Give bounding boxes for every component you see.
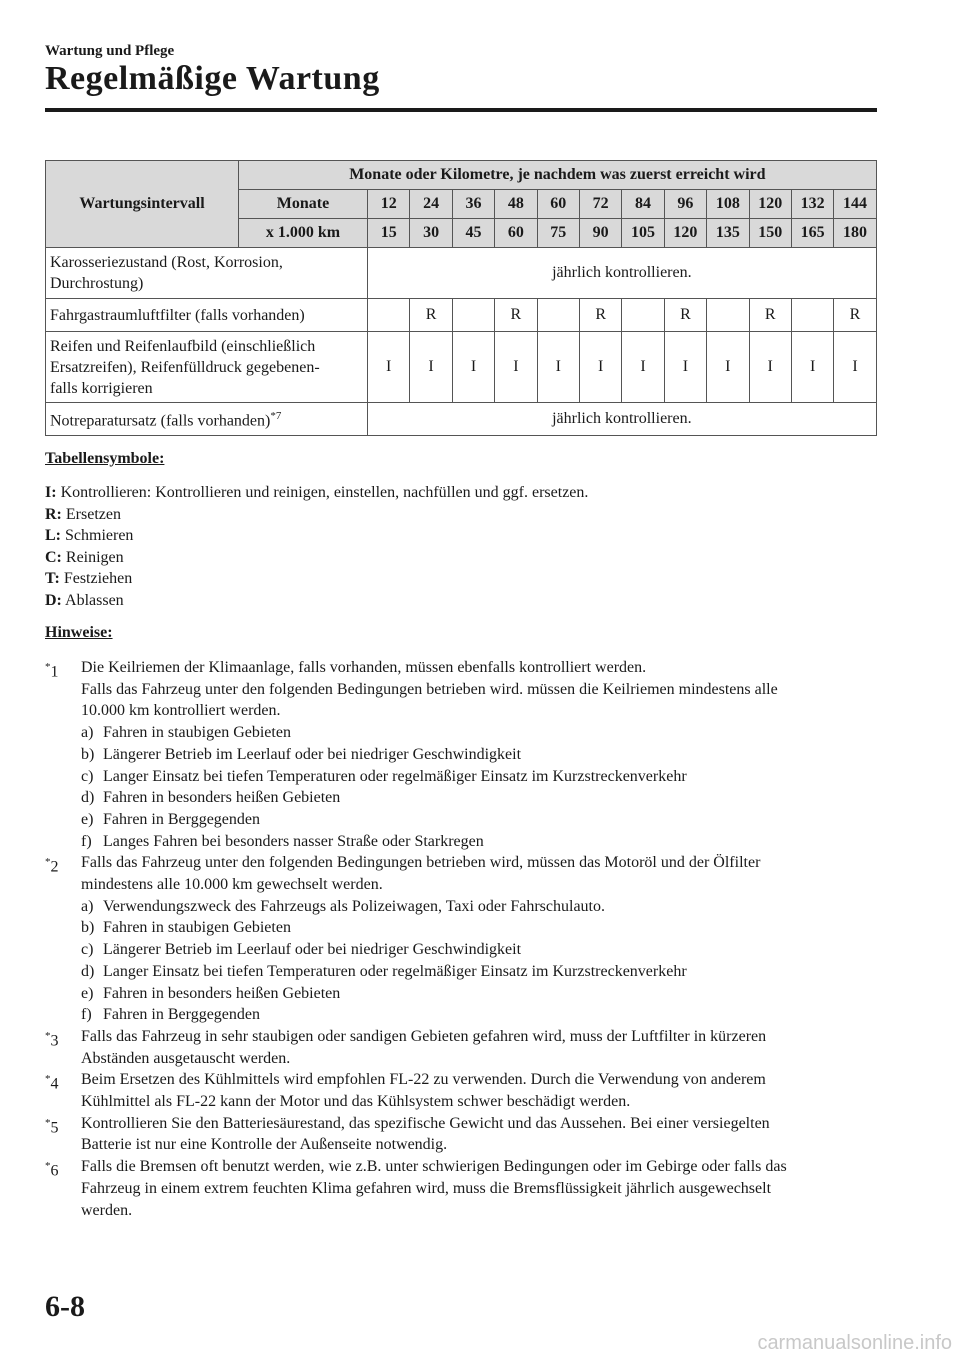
- symbol-item: L: Schmieren: [45, 527, 134, 545]
- note-item: [45, 657, 875, 852]
- km-cell: 180: [834, 219, 876, 248]
- note-num: 1: [50, 663, 59, 681]
- note-number: [45, 1113, 59, 1139]
- km-cell: 150: [749, 219, 791, 248]
- month-cell: 132: [791, 190, 833, 219]
- note-line: Falls das Fahrzeug in sehr staubigen oder sandigen Gebieten gefahren wird, muss der Luftfilter in kürzeren: [81, 1027, 767, 1045]
- note-mark: *: [45, 1160, 51, 1173]
- note-number: [45, 1156, 59, 1182]
- row-label-tires: Reifen und Reifenlaufbild (einschließlich Ersatzreifen), Reifenfülldruck gegebenen- falls korrigieren: [46, 332, 368, 403]
- page-title: Regelmäßige Wartung: [45, 60, 380, 97]
- sub-text: Langer Einsatz bei tiefen Temperaturen oder regelmäßiger Einsatz im Kurzstreckenverkehr: [103, 767, 687, 785]
- interval-cell: I: [664, 332, 706, 403]
- note-item: [45, 852, 875, 1026]
- month-cell: 96: [664, 190, 706, 219]
- note-mark: *: [45, 856, 51, 869]
- note-sub-item: [81, 744, 875, 766]
- interval-cell: R: [495, 299, 537, 332]
- note-line: Batterie ist nur eine Kontrolle der Außenseite notwendig.: [81, 1136, 448, 1154]
- note-line: Falls das Fahrzeug unter den folgenden Bedingungen betrieben wird. müssen die Keilriemen mindestens alle: [81, 680, 778, 698]
- sub-letter: e): [81, 984, 94, 1002]
- symbol-item: C: Reinigen: [45, 548, 124, 566]
- month-cell: 36: [452, 190, 494, 219]
- interval-cell: I: [834, 332, 876, 403]
- interval-cell: [622, 299, 664, 332]
- note-line: Abständen ausgetauscht werden.: [81, 1049, 291, 1067]
- sub-text: Fahren in Berggegenden: [103, 1006, 260, 1024]
- note-sub-item: [81, 722, 875, 744]
- section-label: Wartung und Pflege: [45, 43, 175, 59]
- interval-cell: R: [579, 299, 621, 332]
- note-sub-item: [81, 787, 875, 809]
- km-cell: 135: [707, 219, 749, 248]
- note-mark: *: [45, 1029, 51, 1042]
- note-line: Beim Ersetzen des Kühlmittels wird empfohlen FL-22 zu verwenden. Durch die Verwendung von anderem: [81, 1071, 766, 1089]
- month-cell: 72: [579, 190, 621, 219]
- note-line: Falls das Fahrzeug unter den folgenden Bedingungen betrieben wird, müssen das Motoröl und der Ölfilter: [81, 854, 761, 872]
- note-item: [45, 1069, 875, 1112]
- sub-letter: d): [81, 789, 95, 807]
- note-item: [45, 1026, 875, 1069]
- note-mark: *: [45, 1073, 51, 1086]
- note-line: Falls die Bremsen oft benutzt werden, wie z.B. unter schwierigen Bedingungen oder im Gebirge oder falls das: [81, 1158, 787, 1176]
- note-sub-item: [81, 961, 875, 983]
- sub-text: Längerer Betrieb im Leerlauf oder bei niedriger Geschwindigkeit: [103, 745, 522, 763]
- month-cell: 120: [749, 190, 791, 219]
- note-sub-item: [81, 917, 875, 939]
- note-mark: *: [45, 1116, 51, 1129]
- maintenance-table: [45, 160, 877, 436]
- note-line: Kühlmittel als FL-22 kann der Motor und das Kühlsystem schwer beschädigt werden.: [81, 1093, 631, 1111]
- row-label-body-condition: Karosseriezustand (Rost, Korrosion, Durchrostung): [46, 248, 368, 299]
- interval-cell: R: [664, 299, 706, 332]
- sub-letter: c): [81, 941, 94, 959]
- note-number: [45, 1026, 59, 1052]
- km-cell: 165: [791, 219, 833, 248]
- watermark: carmanualsonline.info: [757, 1332, 952, 1354]
- interval-cell: [791, 299, 833, 332]
- sub-letter: e): [81, 810, 94, 828]
- note-item: [45, 1156, 875, 1221]
- interval-cell: R: [834, 299, 876, 332]
- page-number: 6-8: [45, 1290, 85, 1323]
- symbol-item: D: Ablassen: [45, 591, 124, 609]
- note-sub-item: [81, 766, 875, 788]
- sub-letter: a): [81, 724, 94, 742]
- interval-cell: [707, 299, 749, 332]
- sub-letter: f): [81, 832, 92, 850]
- note-line: Kontrollieren Sie den Batteriesäurestand, das spezifische Gewicht und das Aussehen. Bei einer versiegelten: [81, 1114, 770, 1132]
- sub-text: Verwendungszweck des Fahrzeugs als Polizeiwagen, Taxi oder Fahrschulauto.: [103, 897, 605, 915]
- interval-cell: [537, 299, 579, 332]
- km-cell: 120: [664, 219, 706, 248]
- note-line: 10.000 km kontrolliert werden.: [81, 702, 281, 720]
- month-cell: 24: [410, 190, 452, 219]
- sub-text: Fahren in staubigen Gebieten: [103, 724, 291, 742]
- km-cell: 15: [368, 219, 410, 248]
- note-line: mindestens alle 10.000 km gewechselt werden.: [81, 876, 383, 894]
- interval-cell: I: [707, 332, 749, 403]
- symbol-item: I: Kontrollieren: Kontrollieren und reinigen, einstellen, nachfüllen und ggf. ersetzen.: [45, 484, 589, 501]
- sub-letter: b): [81, 745, 95, 763]
- note-num: 3: [50, 1032, 59, 1050]
- row-merged-body-condition: jährlich kontrollieren.: [368, 248, 877, 299]
- notes-list: [45, 657, 875, 1221]
- sub-letter: f): [81, 1006, 92, 1024]
- interval-cell: I: [791, 332, 833, 403]
- month-cell: 12: [368, 190, 410, 219]
- note-line: werden.: [81, 1201, 133, 1219]
- interval-cell: I: [749, 332, 791, 403]
- sub-letter: b): [81, 919, 95, 937]
- sub-text: Fahren in besonders heißen Gebieten: [103, 984, 341, 1002]
- interval-cell: R: [749, 299, 791, 332]
- month-cell: 144: [834, 190, 876, 219]
- sub-text: Fahren in staubigen Gebieten: [103, 919, 291, 937]
- note-num: 6: [50, 1162, 59, 1180]
- interval-cell: I: [452, 332, 494, 403]
- interval-cell: I: [579, 332, 621, 403]
- note-line: Die Keilriemen der Klimaanlage, falls vorhanden, müssen ebenfalls kontrolliert werden.: [81, 659, 647, 676]
- km-cell: 105: [622, 219, 664, 248]
- note-number: [45, 1069, 59, 1095]
- sub-text: Langer Einsatz bei tiefen Temperaturen oder regelmäßiger Einsatz im Kurzstreckenverkehr: [103, 962, 687, 980]
- row-label-cabin-filter: Fahrgastraumluftfilter (falls vorhanden): [46, 299, 368, 332]
- note-sub-item: [81, 896, 875, 918]
- note-num: 2: [50, 858, 59, 876]
- months-label: Monate: [239, 190, 368, 219]
- notes-heading: Hinweise:: [45, 624, 113, 641]
- note-sub-item: [81, 939, 875, 961]
- interval-cell: I: [368, 332, 410, 403]
- interval-cell: I: [410, 332, 452, 403]
- km-cell: 30: [410, 219, 452, 248]
- km-cell: 75: [537, 219, 579, 248]
- note-sub-item: [81, 809, 875, 831]
- note-number: [45, 852, 59, 878]
- symbols-list: [45, 482, 588, 612]
- note-number: [45, 657, 59, 683]
- note-num: 5: [50, 1119, 59, 1137]
- month-cell: 108: [707, 190, 749, 219]
- symbol-item: R: Ersetzen: [45, 505, 121, 523]
- span-header: Monate oder Kilometre, je nachdem was zuerst erreicht wird: [239, 161, 877, 190]
- note-mark: *: [45, 661, 51, 673]
- interval-header: Wartungsintervall: [46, 161, 239, 248]
- symbols-heading: Tabellensymbole:: [45, 450, 165, 467]
- interval-cell: [368, 299, 410, 332]
- month-cell: 84: [622, 190, 664, 219]
- sub-text: Fahren in besonders heißen Gebieten: [103, 789, 341, 807]
- sub-text: Fahren in Berggegenden: [103, 810, 260, 828]
- title-divider: [45, 108, 877, 112]
- note-line: Fahrzeug in einem extrem feuchten Klima gefahren wird, muss die Bremsflüssigkeit jährlich ausgewechselt: [81, 1179, 772, 1197]
- row-merged-repair-kit: jährlich kontrollieren.: [368, 403, 877, 436]
- km-cell: 60: [495, 219, 537, 248]
- interval-cell: [452, 299, 494, 332]
- interval-cell: I: [495, 332, 537, 403]
- symbol-item: T: Festziehen: [45, 570, 133, 588]
- km-label: x 1.000 km: [239, 219, 368, 248]
- note-item: [45, 1113, 875, 1156]
- note-sub-item: [81, 831, 875, 853]
- sub-letter: d): [81, 962, 95, 980]
- km-cell: 45: [452, 219, 494, 248]
- interval-cell: I: [622, 332, 664, 403]
- note-num: 4: [50, 1075, 59, 1093]
- sub-text: Längerer Betrieb im Leerlauf oder bei niedriger Geschwindigkeit: [103, 941, 522, 959]
- month-cell: 48: [495, 190, 537, 219]
- note-sub-item: [81, 983, 875, 1005]
- row-label-repair-kit: Notreparatursatz (falls vorhanden)$^{*7}$: [46, 403, 368, 436]
- interval-cell: R: [410, 299, 452, 332]
- interval-cell: I: [537, 332, 579, 403]
- sub-text: Langes Fahren bei besonders nasser Straße oder Starkregen: [103, 832, 484, 850]
- sub-letter: c): [81, 767, 94, 785]
- month-cell: 60: [537, 190, 579, 219]
- sub-letter: a): [81, 897, 94, 915]
- km-cell: 90: [579, 219, 621, 248]
- note-sub-item: [81, 1004, 875, 1026]
